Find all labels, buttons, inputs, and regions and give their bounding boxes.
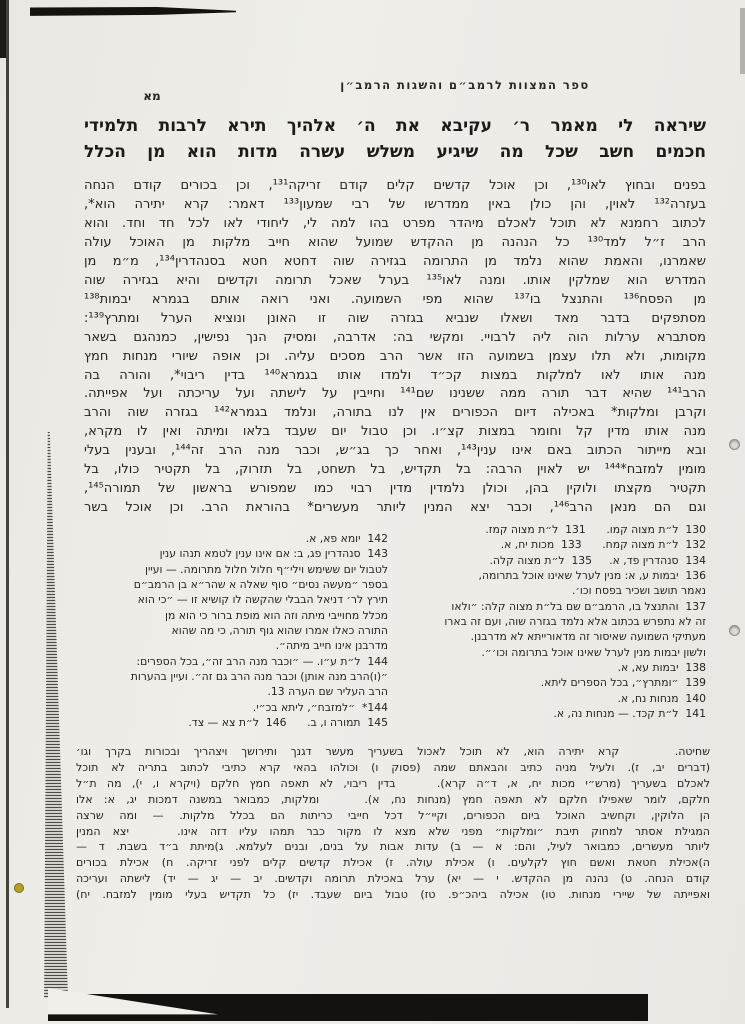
footnote-line: 144* ״למזבח״, ליתא בכ״י. [252,700,388,714]
scan-edge-top-bar [30,7,236,16]
body-line: מקומות, ולא תלו עצמן בשמועה הזו אשר הרב מסכים עליה. וכן אופה שיורי מנחות חמץ [84,348,706,364]
scan-edge-right-strip [740,8,745,74]
body-text-block [84,177,706,518]
body-line: לכתוב רחמנא לא תוכל לאכלם מיהדר מפרט בהו למה לי, ליחודי לאו לכל חד וחד. והוא [84,215,706,231]
footnote-line: מעתיקי השמועה שאיסור זה מדאורייתא לא מדרבנן. [470,630,706,644]
bottom-line: ואפייתה של שיירי מנחות. טו) אכילה ביהכ״פ. טז) טבול ביום שעבד. יז) כל תקדיש בעלי מומין למזבח. יח) [76,888,710,902]
footnote-line: מדרבנן אינו חייב מיתה״. [275,639,388,653]
bottom-line: שחיטה. קרא יתירה הוא, לא תוכל לאכול בשעריך מעשר דגנך ותירושך ויצהריך ובכורות בקרך וגו׳ [76,745,710,758]
body-line: מן הפסח¹³⁶ והתנצל בו¹³⁷ שהוא מפי השמועה. ואני רואה אותם בגמרא יבמות¹³⁸ [84,291,706,307]
footnote-line: 145 תמורה ו, ב. 146 ל״ת צא — צד. [188,716,388,730]
footnote-line: זה לא נתפרש בכתוב אלא נלמד בגזרה שוה, ועם זה בארו [444,615,706,629]
body-line: הרב¹⁴¹ שהיא דבר תורה ממה ששנינו שם¹⁴¹ וחייבין על לישתה ועל עריכתה ועל אפייתה. [84,386,706,402]
bottom-line: ליותר מעשרים, כמבואר לעיל, והם: א — ב) עדות אבות על בנים, ובנים לעלמא. ג)מיתת ב״ד בשבת. ד — [76,840,710,854]
footnote-line: התורה כאלו אמרו שהוא גוף תורה, כי מה שהוא [171,624,388,638]
body-line: ובא מייתור הכתוב באם אינו ענין¹⁴³, ואחר כך בג״ש, וכבר מנה הרב זה¹⁴⁴, ובענין בעלי [84,443,706,459]
body-line: מומין למזבח*¹⁴⁴ יש לאוין הרבה: בל תקדיש, בל תשחט, בל תזרוק, בל תקטיר כולו, בל [84,462,706,478]
footnote-line: בספר ״מעשה נסים״ סוף שאלה א שהר״א בן הרמב״ם [133,578,388,592]
bottom-line: קודם הנחה. ט) נהנה מן ההקדש. י — יא) ערל באכילת תרומה וקדשים. יב — יג — יד) לישתה ועריכה [76,872,710,886]
footnote-line: תירץ לר׳ דניאל הבבלי שהקשה לו קושיא זו — ״כי הוא [137,593,388,607]
page-header-title: ספר המצוות לרמב״ם והשגות הרמב״ן [340,78,590,92]
page-edges-wedge [42,432,68,998]
bottom-line: (דברים יב, ז). ולעיל מניה כתיב והבאתם שמה (פסוק ו) וכולהו בהאי קרא כתיבי לכתוב בתריה לא תוכל [76,760,710,774]
book-spine-line [6,0,9,1008]
footnote-line: לטבול יום ששימש וילי״ף חלול חלול מתרומה. — ועיין [145,562,388,576]
footnote-line: 138 יבמות עא, א. [617,661,706,675]
footnote-line: 143 סנהדרין פג, ב: אם אינו ענין לטמא תנהו ענין [159,547,388,561]
body-line: מסתברא ערלות הוה ליה לרבויי. ומקשי בה: אדרבה, ומסיק הנך נפישין, כמנהגם בשאר [84,329,706,345]
body-line: בעזרה¹³² לאוין, והן כולן באין ממדרשו של רבי שמעון¹³³ דאמר: קרא יתירה הוא*, [84,196,706,212]
bottom-line: לאכלם בשעריך (מרש״י מכות יח, א, ד״ה קרא). בדין ריבוי, לא תאפה חמץ חלקם (ויקרא ו, י), מה ת״ל [76,776,710,790]
page-number: מא [143,89,161,103]
footnote-line: ״(ו)הרב מנה אותן) וכבר מנה הרב גם זה״. ועיין בהערות [130,670,388,684]
punch-hole-top [729,439,740,450]
footnote-line: 136 יבמות ע, א: מנין לערל שאינו אוכל בתרומה, [478,569,706,583]
footnote-line: 139 ״ומתרץ״, בכל הספרים ליתא. [540,676,706,690]
yellow-speck [14,883,24,893]
body-line: המדרש הוא שמלקין אותו. ומנה לאו¹³⁵ בערל שאכל תרומה וקדשים והיא בגזירה שוה [84,272,706,288]
footnote-line: 137 והתנצל בו, הרמב״ם שם בל״ת מצוה קלה: ״ולאו [451,599,706,613]
footnote-line: 144 ל״ת ע״ו. — ״וכבר מנה הרב זה״, בכל הספרים: [136,654,388,668]
body-line: מנה אותו לאו למלקות במצות קכ״ד ולמדו אותו בגמרא¹⁴⁰ בדין ריבוי*, והורה בה [84,367,706,383]
body-line: וקרבן ומלקות* באכילה דיום הכפורים אין לנו בתורה, ונלמד בגמרא¹⁴² בגזרה שוה והרב [84,405,706,421]
body-line: הרב ז״ל למד¹³⁰ כל הנהנה מן ההקדש שמועל שהוא חייב מלקות מן האוכל עולה [84,234,707,250]
bottom-line: הן הלוקין, וקחשיב האוכל ביום הכפורים, וקיי״ל דכל חייבי כריתות הם בכלל מלקות. — ומה שרצה [76,808,710,822]
body-line: מסתפקים בדבר מאד ושאלו שנביא בגזרה שוה זו האונן ונוציא הערל ומתרץ¹³⁹: [84,310,706,326]
footnote-line: מכלל מחוייבי מיתה וזה הוא מופת ברור כי הוא מן [165,608,388,622]
body-line: מנה אותו מדין קל וחומר במצות קצ״ו. וכן טבול יום שעבד בלאו ומיתה ואין לו מקרא, [84,424,706,440]
footnote-line: הרב העליר שם הערה 13. [267,685,388,699]
punch-hole-bottom [729,625,740,636]
headline-block [84,114,706,165]
body-line: תקטיר מקצתו ולוקין בהן, וכולן נלמדין מדין רבוי כמו שמפורש בראשון של תמורה¹⁴⁵, [84,481,706,497]
footnote-line: ולשון יבמות מנין לערל שאינו אוכל בתרומה וכו׳״. [481,645,706,659]
footnote-line: 132 ל״ת מצוה קמח. 133 מכות יח, א. [500,538,706,552]
bottom-commentary-block [76,744,710,903]
headline-line: שיראה לי מאמר ר׳ עקיבא את ה׳ אלהיך תירא לרבות תלמידי [84,116,706,136]
body-line: בפנים ובחוץ לאו¹³⁰, וכן אוכל קדשים קלים קודם זריקה¹³¹, וכן בכורים קודם הנחה [84,178,706,193]
footnote-line: 141 ל״ת קכד. — מנחות נה, א. [553,707,706,721]
bottom-line: ה)אכילת חטאת ואשם חוץ לקלעים. ו) אכילת עולה. ז) אכילת קדשים קלים לפני זריקה. ח) אכילת בכורים [76,856,710,870]
footnote-line: 130 ל״ת מצוה קמו. 131 ל״ת מצוה קמז. [485,523,706,536]
footnotes-left-column [84,531,388,730]
headline-line: חכמים חשב שכל מה שיגיע משלש עשרה מדות הוא מן הכלל [84,141,706,162]
footnote-line: נאמר תושב ושכיר בפסח וכו׳. [572,584,706,598]
body-line: וגם הם מנאן הרב¹⁴⁶, וכבר יצא המנין ליותר מעשרים* בהוראת הרב. וכן אוכל בשר [84,500,707,516]
body-line: שאמרנו, והאמת שהוא נלמד מן התרומה בגזירה שוה דחטא חטא בסנהדרין¹³⁴, מ״מ מן [84,253,706,269]
footnote-line: 140 מנחות נח, א. [617,691,706,705]
bottom-line: חלקם, לומר שאפילו חלקם לא תאפה חמץ (מנחות נח, א). ומלקות, כמבואר במשנה דמכות יג, א: אלו [76,792,710,806]
footnotes-right-column [398,522,706,721]
footnote-line: 134 סנהדרין פד, א. 135 ל״ת מצוה קלה. [489,553,706,567]
footnote-line: 142 יומא פא, א. [305,532,388,545]
bottom-line: המגילת אסתר למחוק תיבת ״ומלקות״ מפני שלא מצא לו מקור כבר תמהו עליו דזה אינו. יצא המנין [76,824,710,838]
